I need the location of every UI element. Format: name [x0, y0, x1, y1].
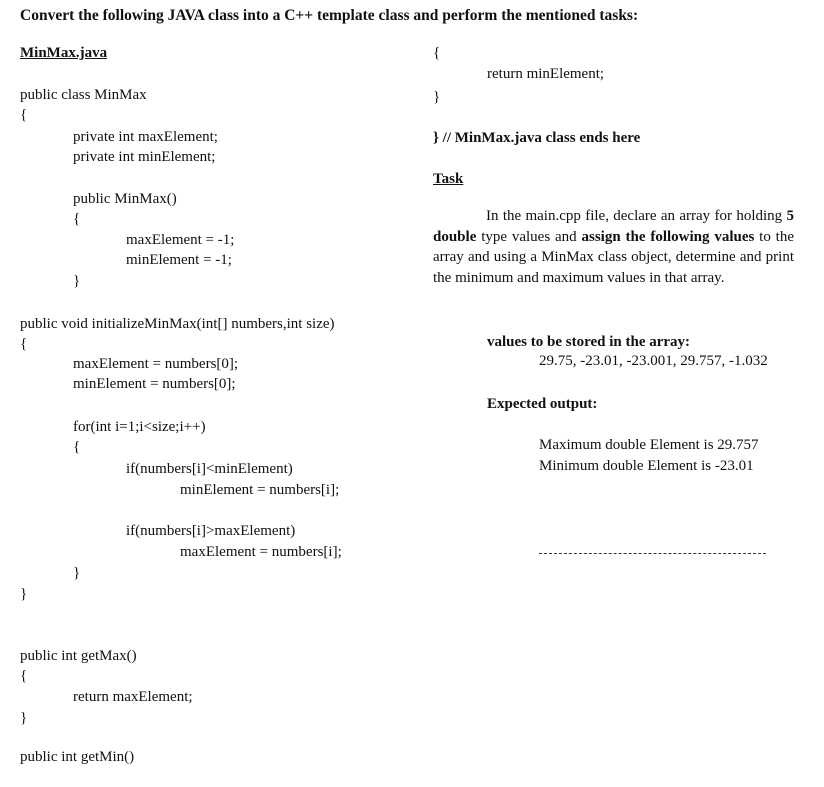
task-bold-count: 5 double [433, 208, 794, 245]
code-line-return-max: return maxElement; [73, 689, 193, 705]
code-line-initialize-method: public void initializeMinMax(int[] numbers,int size) [20, 316, 335, 332]
code-line-constructor-close: } [73, 273, 81, 289]
code-line-class-decl: public class MinMax [20, 87, 147, 103]
code-line-for-loop: for(int i=1;i<size;i++) [73, 419, 206, 435]
code-line-initialize-open: { [20, 336, 28, 352]
code-line-getmax-open: { [20, 668, 28, 684]
file-title: MinMax.java [20, 45, 108, 61]
code-line-if-min: if(numbers[i]<minElement) [126, 461, 293, 477]
return-min-line: return minElement; [487, 66, 605, 82]
task-text-2: type values and [476, 228, 582, 245]
task-paragraph [433, 206, 794, 288]
code-line-initialize-close: } [20, 586, 28, 602]
code-line-assign-max: maxElement = numbers[0]; [73, 356, 239, 372]
heading: Convert the following JAVA class into a C++ template class and perform the mentioned tasks: [20, 7, 639, 24]
getmin-close-brace: } [433, 89, 441, 105]
values-list: 29.75, -23.01, -23.001, 29.757, -1.032 [539, 353, 768, 369]
code-line-init-min: minElement = -1; [126, 252, 232, 268]
output-min-line: Minimum double Element is -23.01 [539, 458, 754, 474]
code-line-init-max: maxElement = -1; [126, 232, 235, 248]
code-line-for-close: } [73, 565, 81, 581]
code-line-set-max: maxElement = numbers[i]; [180, 544, 342, 560]
dashed-separator [539, 553, 766, 554]
code-line-max-field: private int maxElement; [73, 129, 218, 145]
task-bold-assign: assign the following values [581, 228, 755, 245]
task-text-3: to the array and using a MinMax class object, determine and print the minimum and maximum values in that array. [433, 228, 794, 286]
code-line-constructor-open: { [73, 211, 81, 227]
code-line-getmax-close: } [20, 710, 28, 726]
code-line-if-max: if(numbers[i]>maxElement) [126, 523, 296, 539]
code-line-assign-min: minElement = numbers[0]; [73, 376, 236, 392]
expected-output-label: Expected output: [487, 396, 598, 412]
code-line-class-open: { [20, 107, 28, 123]
task-text-1: In the main.cpp file, declare an array for holding [486, 208, 787, 224]
code-line-min-field: private int minElement; [73, 149, 216, 165]
code-line-set-min: minElement = numbers[i]; [180, 482, 340, 498]
getmin-open-brace: { [433, 45, 441, 61]
code-line-getmax: public int getMax() [20, 648, 137, 664]
class-end-line: } // MinMax.java class ends here [433, 130, 641, 146]
values-label: values to be stored in the array: [487, 334, 691, 350]
code-line-getmin: public int getMin() [20, 749, 135, 765]
task-title: Task [433, 171, 464, 187]
code-line-for-open: { [73, 439, 81, 455]
code-line-constructor: public MinMax() [73, 191, 177, 207]
output-max-line: Maximum double Element is 29.757 [539, 437, 759, 453]
